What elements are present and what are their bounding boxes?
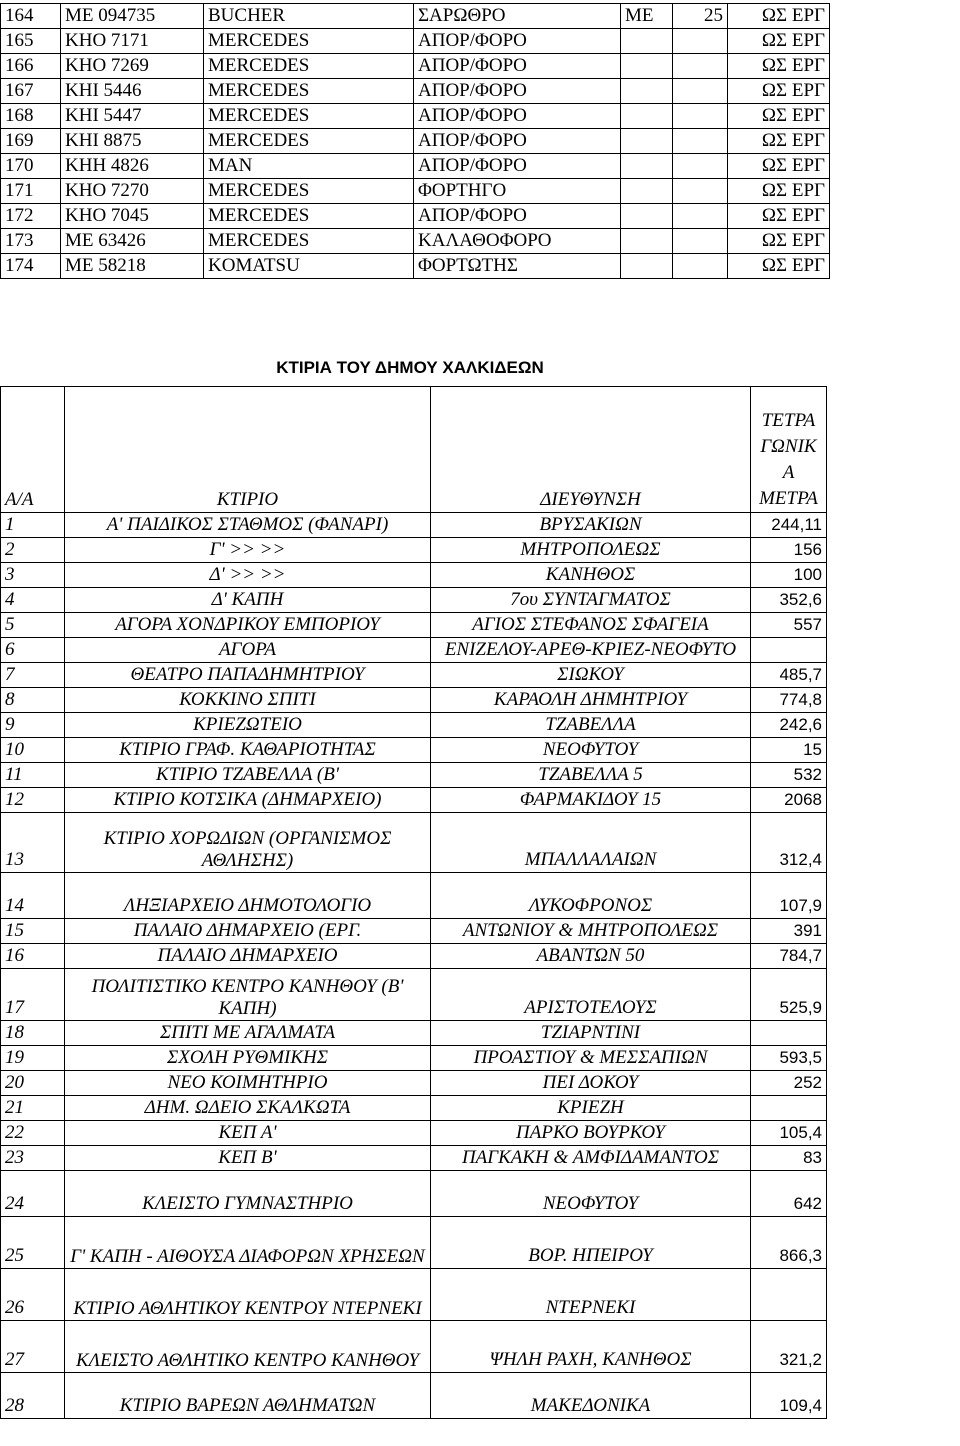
table-row [1, 944, 827, 969]
building-name: ΚΤΙΡΙΟ ΤΖΑΒΕΛΛΑ (Β' [65, 763, 431, 788]
building-address: ΣΙΩΚΟΥ [431, 663, 751, 688]
table-row [1, 538, 827, 563]
vehicle-type: ΑΠΟΡ/ΦΟΡΟ [414, 29, 621, 54]
building-name: ΚΡΙΕΖΩΤΕΙΟ [65, 713, 431, 738]
header-aa: Α/Α [1, 387, 65, 513]
vehicle-unit [621, 154, 673, 179]
building-address: ΠΑΓΚΑΚΗ & ΑΜΦΙΔΑΜΑΝΤΟΣ [431, 1146, 751, 1171]
buildings-table-body [1, 387, 827, 1419]
building-address: ΑΝΤΩΝΙΟΥ & ΜΗΤΡΟΠΟΛΕΩΣ [431, 919, 751, 944]
building-aa: 9 [1, 713, 65, 738]
building-name: ΝΕΟ ΚΟΙΜΗΤΗΡΙΟ [65, 1071, 431, 1096]
building-aa: 15 [1, 919, 65, 944]
vehicles-table [0, 3, 830, 279]
table-row [1, 513, 827, 538]
vehicle-type: ΣΑΡΩΘΡΟ [414, 4, 621, 29]
vehicle-unit [621, 204, 673, 229]
building-address: ΝΕΟΦΥΤΟΥ [431, 1171, 751, 1217]
building-aa: 28 [1, 1373, 65, 1419]
vehicle-unit [621, 229, 673, 254]
building-aa: 22 [1, 1121, 65, 1146]
building-name: ΚΛΕΙΣΤΟ ΑΘΛΗΤΙΚΟ ΚΕΝΤΡΟ ΚΑΝΗΘΟΥ [65, 1321, 431, 1373]
table-row [1, 688, 827, 713]
building-aa: 18 [1, 1021, 65, 1046]
table-row [1, 1269, 827, 1321]
building-area [751, 1269, 827, 1321]
vehicle-make: MERCEDES [204, 179, 414, 204]
building-area: 242,6 [751, 713, 827, 738]
building-address: ΤΖΑΒΕΛΛΑ 5 [431, 763, 751, 788]
building-name: ΚΤΙΡΙΟ ΒΑΡΕΩΝ ΑΘΛΗΜΑΤΩΝ [65, 1373, 431, 1419]
table-row [1, 663, 827, 688]
building-area: 391 [751, 919, 827, 944]
building-name: ΔΗΜ. ΩΔΕΙΟ ΣΚΑΛΚΩΤΑ [65, 1096, 431, 1121]
building-aa: 14 [1, 873, 65, 919]
building-aa: 12 [1, 788, 65, 813]
vehicle-type: ΑΠΟΡ/ΦΟΡΟ [414, 54, 621, 79]
building-address: ΜΑΚΕΔΟΝΙΚΑ [431, 1373, 751, 1419]
vehicle-status: ΩΣ ΕΡΓ [728, 104, 830, 129]
table-row [1, 154, 830, 179]
vehicle-aa: 172 [1, 204, 61, 229]
vehicles-table-body [1, 4, 830, 279]
building-aa: 3 [1, 563, 65, 588]
building-name: ΚΤΙΡΙΟ ΧΟΡΩΔΙΩΝ (ΟΡΓΑΝΙΣΜΟΣ ΑΘΛΗΣΗΣ) [65, 813, 431, 873]
vehicle-status: ΩΣ ΕΡΓ [728, 129, 830, 154]
table-row [1, 254, 830, 279]
building-aa: 13 [1, 813, 65, 873]
vehicle-aa: 165 [1, 29, 61, 54]
vehicle-unit [621, 79, 673, 104]
vehicle-qty [673, 29, 728, 54]
vehicle-qty [673, 104, 728, 129]
building-area: 532 [751, 763, 827, 788]
buildings-title: ΚΤΙΡΙΑ ΤΟΥ ΔΗΜΟΥ ΧΑΛΚΙΔΕΩΝ [276, 358, 544, 377]
building-aa: 4 [1, 588, 65, 613]
building-address: ΕΝΙΖΕΛΟΥ-ΑΡΕΘ-ΚΡΙΕΖ-ΝΕΟΦΥΤΟ [431, 638, 751, 663]
vehicle-unit [621, 254, 673, 279]
building-aa: 23 [1, 1146, 65, 1171]
buildings-table [0, 386, 827, 1419]
vehicle-make: MERCEDES [204, 129, 414, 154]
building-address: ΚΡΙΕΖΗ [431, 1096, 751, 1121]
table-row [1, 713, 827, 738]
vehicle-make: MERCEDES [204, 104, 414, 129]
building-area: 312,4 [751, 813, 827, 873]
vehicle-status: ΩΣ ΕΡΓ [728, 79, 830, 104]
vehicle-unit [621, 54, 673, 79]
building-area [751, 638, 827, 663]
vehicle-unit [621, 29, 673, 54]
building-area: 156 [751, 538, 827, 563]
building-name: Γ' ΚΑΠΗ - ΑΙΘΟΥΣΑ ΔΙΑΦΟΡΩΝ ΧΡΗΣΕΩΝ [65, 1217, 431, 1269]
building-name: Δ' >> >> [65, 563, 431, 588]
vehicle-qty [673, 154, 728, 179]
table-row [1, 1071, 827, 1096]
building-address: ΤΖΙΑΡΝΤΙΝΙ [431, 1021, 751, 1046]
vehicle-plate: ΚΗΗ 4826 [61, 154, 204, 179]
building-name: ΑΓΟΡΑ [65, 638, 431, 663]
building-aa: 21 [1, 1096, 65, 1121]
table-row [1, 588, 827, 613]
building-aa: 19 [1, 1046, 65, 1071]
building-name: ΣΧΟΛΗ ΡΥΘΜΙΚΗΣ [65, 1046, 431, 1071]
vehicle-qty [673, 179, 728, 204]
building-name: ΚΤΙΡΙΟ ΓΡΑΦ. ΚΑΘΑΡΙΟΤΗΤΑΣ [65, 738, 431, 763]
vehicle-plate: ΚΗΟ 7270 [61, 179, 204, 204]
vehicle-aa: 164 [1, 4, 61, 29]
table-row [1, 763, 827, 788]
vehicle-plate: ΚΗΙ 5447 [61, 104, 204, 129]
building-aa: 5 [1, 613, 65, 638]
building-aa: 2 [1, 538, 65, 563]
building-name: ΠΑΛΑΙΟ ΔΗΜΑΡΧΕΙΟ (ΕΡΓ. [65, 919, 431, 944]
table-row [1, 919, 827, 944]
building-address: ΜΠΑΛΛΑΛΑΙΩΝ [431, 813, 751, 873]
vehicle-make: MERCEDES [204, 54, 414, 79]
building-address: ΠΑΡΚΟ ΒΟΥΡΚΟΥ [431, 1121, 751, 1146]
building-area: 252 [751, 1071, 827, 1096]
building-address: ΜΗΤΡΟΠΟΛΕΩΣ [431, 538, 751, 563]
vehicle-status: ΩΣ ΕΡΓ [728, 254, 830, 279]
building-address: ΑΡΙΣΤΟΤΕΛΟΥΣ [431, 969, 751, 1021]
vehicle-status: ΩΣ ΕΡΓ [728, 29, 830, 54]
table-row [1, 1171, 827, 1217]
building-name: ΚΛΕΙΣΤΟ ΓΥΜΝΑΣΤΗΡΙΟ [65, 1171, 431, 1217]
table-row [1, 1146, 827, 1171]
building-address: ΒΟΡ. ΗΠΕΙΡΟΥ [431, 1217, 751, 1269]
vehicle-make: MAN [204, 154, 414, 179]
building-aa: 11 [1, 763, 65, 788]
building-address: ΚΑΝΗΘΟΣ [431, 563, 751, 588]
vehicle-status: ΩΣ ΕΡΓ [728, 4, 830, 29]
vehicle-aa: 170 [1, 154, 61, 179]
table-row [1, 1321, 827, 1373]
building-area: 352,6 [751, 588, 827, 613]
vehicle-plate: ΜΕ 63426 [61, 229, 204, 254]
vehicle-plate: ΜΕ 094735 [61, 4, 204, 29]
vehicle-type: ΑΠΟΡ/ΦΟΡΟ [414, 79, 621, 104]
building-address: ΠΕΙ ΔΟΚΟΥ [431, 1071, 751, 1096]
table-row [1, 4, 830, 29]
building-area: 100 [751, 563, 827, 588]
vehicle-plate: ΜΕ 58218 [61, 254, 204, 279]
table-row [1, 129, 830, 154]
vehicle-type: ΑΠΟΡ/ΦΟΡΟ [414, 104, 621, 129]
vehicle-unit [621, 129, 673, 154]
vehicle-unit [621, 179, 673, 204]
vehicle-qty [673, 254, 728, 279]
vehicle-make: MERCEDES [204, 29, 414, 54]
building-address: ΝΤΕΡΝΕΚΙ [431, 1269, 751, 1321]
building-area: 321,2 [751, 1321, 827, 1373]
building-address: ΑΒΑΝΤΩΝ 50 [431, 944, 751, 969]
building-address: ΤΖΑΒΕΛΛΑ [431, 713, 751, 738]
vehicle-status: ΩΣ ΕΡΓ [728, 229, 830, 254]
vehicle-make: KOMATSU [204, 254, 414, 279]
vehicle-status: ΩΣ ΕΡΓ [728, 204, 830, 229]
building-address: ΛΥΚΟΦΡΟΝΟΣ [431, 873, 751, 919]
building-address: ΨΗΛΗ ΡΑΧΗ, ΚΑΝΗΘΟΣ [431, 1321, 751, 1373]
vehicle-qty [673, 79, 728, 104]
building-aa: 7 [1, 663, 65, 688]
vehicle-make: MERCEDES [204, 229, 414, 254]
vehicle-make: BUCHER [204, 4, 414, 29]
building-address: ΝΕΟΦΥΤΟΥ [431, 738, 751, 763]
vehicle-plate: ΚΗΟ 7269 [61, 54, 204, 79]
building-aa: 10 [1, 738, 65, 763]
building-area [751, 1096, 827, 1121]
vehicle-plate: ΚΗΙ 8875 [61, 129, 204, 154]
building-name: Α' ΠΑΙΔΙΚΟΣ ΣΤΑΘΜΟΣ (ΦΑΝΑΡΙ) [65, 513, 431, 538]
vehicle-qty [673, 54, 728, 79]
building-name: ΠΟΛΙΤΙΣΤΙΚΟ ΚΕΝΤΡΟ ΚΑΝΗΘΟΥ (Β' ΚΑΠΗ) [65, 969, 431, 1021]
vehicle-qty [673, 129, 728, 154]
building-address: ΠΡΟΑΣΤΙΟΥ & ΜΕΣΣΑΠΙΩΝ [431, 1046, 751, 1071]
table-row [1, 204, 830, 229]
vehicle-type: ΑΠΟΡ/ΦΟΡΟ [414, 154, 621, 179]
building-aa: 17 [1, 969, 65, 1021]
building-area: 557 [751, 613, 827, 638]
building-address: ΒΡΥΣΑΚΙΩΝ [431, 513, 751, 538]
vehicle-unit [621, 104, 673, 129]
building-name: ΚΕΠ Α' [65, 1121, 431, 1146]
vehicle-status: ΩΣ ΕΡΓ [728, 179, 830, 204]
building-name: ΠΑΛΑΙΟ ΔΗΜΑΡΧΕΙΟ [65, 944, 431, 969]
table-row [1, 1121, 827, 1146]
vehicle-aa: 174 [1, 254, 61, 279]
table-row [1, 1046, 827, 1071]
table-row [1, 1021, 827, 1046]
vehicle-aa: 167 [1, 79, 61, 104]
building-area: 774,8 [751, 688, 827, 713]
building-area: 2068 [751, 788, 827, 813]
building-area: 15 [751, 738, 827, 763]
header-address: ΔΙΕΥΘΥΝΣΗ [431, 387, 751, 513]
building-area: 485,7 [751, 663, 827, 688]
building-area: 642 [751, 1171, 827, 1217]
vehicle-type: ΦΟΡΤΩΤΗΣ [414, 254, 621, 279]
table-row [1, 229, 830, 254]
building-aa: 6 [1, 638, 65, 663]
building-aa: 26 [1, 1269, 65, 1321]
table-row [1, 738, 827, 763]
building-name: ΛΗΞΙΑΡΧΕΙΟ ΔΗΜΟΤΟΛΟΓΙΟ [65, 873, 431, 919]
building-name: ΚΕΠ Β' [65, 1146, 431, 1171]
table-row [1, 969, 827, 1021]
building-address: ΦΑΡΜΑΚΙΔΟΥ 15 [431, 788, 751, 813]
building-area: 105,4 [751, 1121, 827, 1146]
building-aa: 8 [1, 688, 65, 713]
table-row [1, 104, 830, 129]
building-aa: 25 [1, 1217, 65, 1269]
building-name: ΚΤΙΡΙΟ ΚΟΤΣΙΚΑ (ΔΗΜΑΡΧΕΙΟ) [65, 788, 431, 813]
table-row [1, 1373, 827, 1419]
building-area: 784,7 [751, 944, 827, 969]
building-area: 109,4 [751, 1373, 827, 1419]
table-row [1, 813, 827, 873]
building-aa: 1 [1, 513, 65, 538]
vehicle-make: MERCEDES [204, 204, 414, 229]
building-area: 866,3 [751, 1217, 827, 1269]
building-address: ΑΓΙΟΣ ΣΤΕΦΑΝΟΣ ΣΦΑΓΕΙΑ [431, 613, 751, 638]
building-area: 593,5 [751, 1046, 827, 1071]
vehicle-type: ΑΠΟΡ/ΦΟΡΟ [414, 129, 621, 154]
buildings-header-row [1, 387, 827, 513]
vehicle-aa: 169 [1, 129, 61, 154]
building-address: 7ου ΣΥΝΤΑΓΜΑΤΟΣ [431, 588, 751, 613]
building-name: ΘΕΑΤΡΟ ΠΑΠΑΔΗΜΗΤΡΙΟΥ [65, 663, 431, 688]
table-row [1, 29, 830, 54]
building-aa: 24 [1, 1171, 65, 1217]
vehicle-aa: 168 [1, 104, 61, 129]
vehicle-make: MERCEDES [204, 79, 414, 104]
table-row [1, 613, 827, 638]
vehicle-status: ΩΣ ΕΡΓ [728, 54, 830, 79]
building-name: Δ' ΚΑΠΗ [65, 588, 431, 613]
table-row [1, 1217, 827, 1269]
vehicle-plate: ΚΗΟ 7171 [61, 29, 204, 54]
building-area: 244,11 [751, 513, 827, 538]
vehicle-unit: ΜΕ [621, 4, 673, 29]
table-row [1, 873, 827, 919]
building-name: ΣΠΙΤΙ ΜΕ ΑΓΑΛΜΑΤΑ [65, 1021, 431, 1046]
header-building: ΚΤΙΡΙΟ [65, 387, 431, 513]
building-aa: 16 [1, 944, 65, 969]
table-row [1, 788, 827, 813]
table-row [1, 54, 830, 79]
building-name: ΚΤΙΡΙΟ ΑΘΛΗΤΙΚΟΥ ΚΕΝΤΡΟΥ ΝΤΕΡΝΕΚΙ [65, 1269, 431, 1321]
table-row [1, 179, 830, 204]
vehicle-qty [673, 204, 728, 229]
vehicle-aa: 166 [1, 54, 61, 79]
building-area: 107,9 [751, 873, 827, 919]
table-row [1, 563, 827, 588]
building-name: Γ' >> >> [65, 538, 431, 563]
vehicle-type: ΑΠΟΡ/ΦΟΡΟ [414, 204, 621, 229]
building-aa: 27 [1, 1321, 65, 1373]
vehicle-type: ΦΟΡΤΗΓΟ [414, 179, 621, 204]
building-aa: 20 [1, 1071, 65, 1096]
vehicle-aa: 171 [1, 179, 61, 204]
table-row [1, 638, 827, 663]
vehicle-qty: 25 [673, 4, 728, 29]
building-name: ΑΓΟΡΑ ΧΟΝΔΡΙΚΟΥ ΕΜΠΟΡΙΟΥ [65, 613, 431, 638]
vehicle-status: ΩΣ ΕΡΓ [728, 154, 830, 179]
vehicle-aa: 173 [1, 229, 61, 254]
vehicle-plate: ΚΗΙ 5446 [61, 79, 204, 104]
table-row [1, 1096, 827, 1121]
building-area [751, 1021, 827, 1046]
building-name: ΚΟΚΚΙΝΟ ΣΠΙΤΙ [65, 688, 431, 713]
vehicle-type: ΚΑΛΑΘΟΦΟΡΟ [414, 229, 621, 254]
vehicle-plate: ΚΗΟ 7045 [61, 204, 204, 229]
building-address: ΚΑΡΑΟΛΗ ΔΗΜΗΤΡΙΟΥ [431, 688, 751, 713]
building-area: 83 [751, 1146, 827, 1171]
header-area: ΤΕΤΡΑ ΓΩΝΙΚ Α ΜΕΤΡΑ [751, 387, 827, 513]
table-row [1, 79, 830, 104]
building-area: 525,9 [751, 969, 827, 1021]
vehicle-qty [673, 229, 728, 254]
